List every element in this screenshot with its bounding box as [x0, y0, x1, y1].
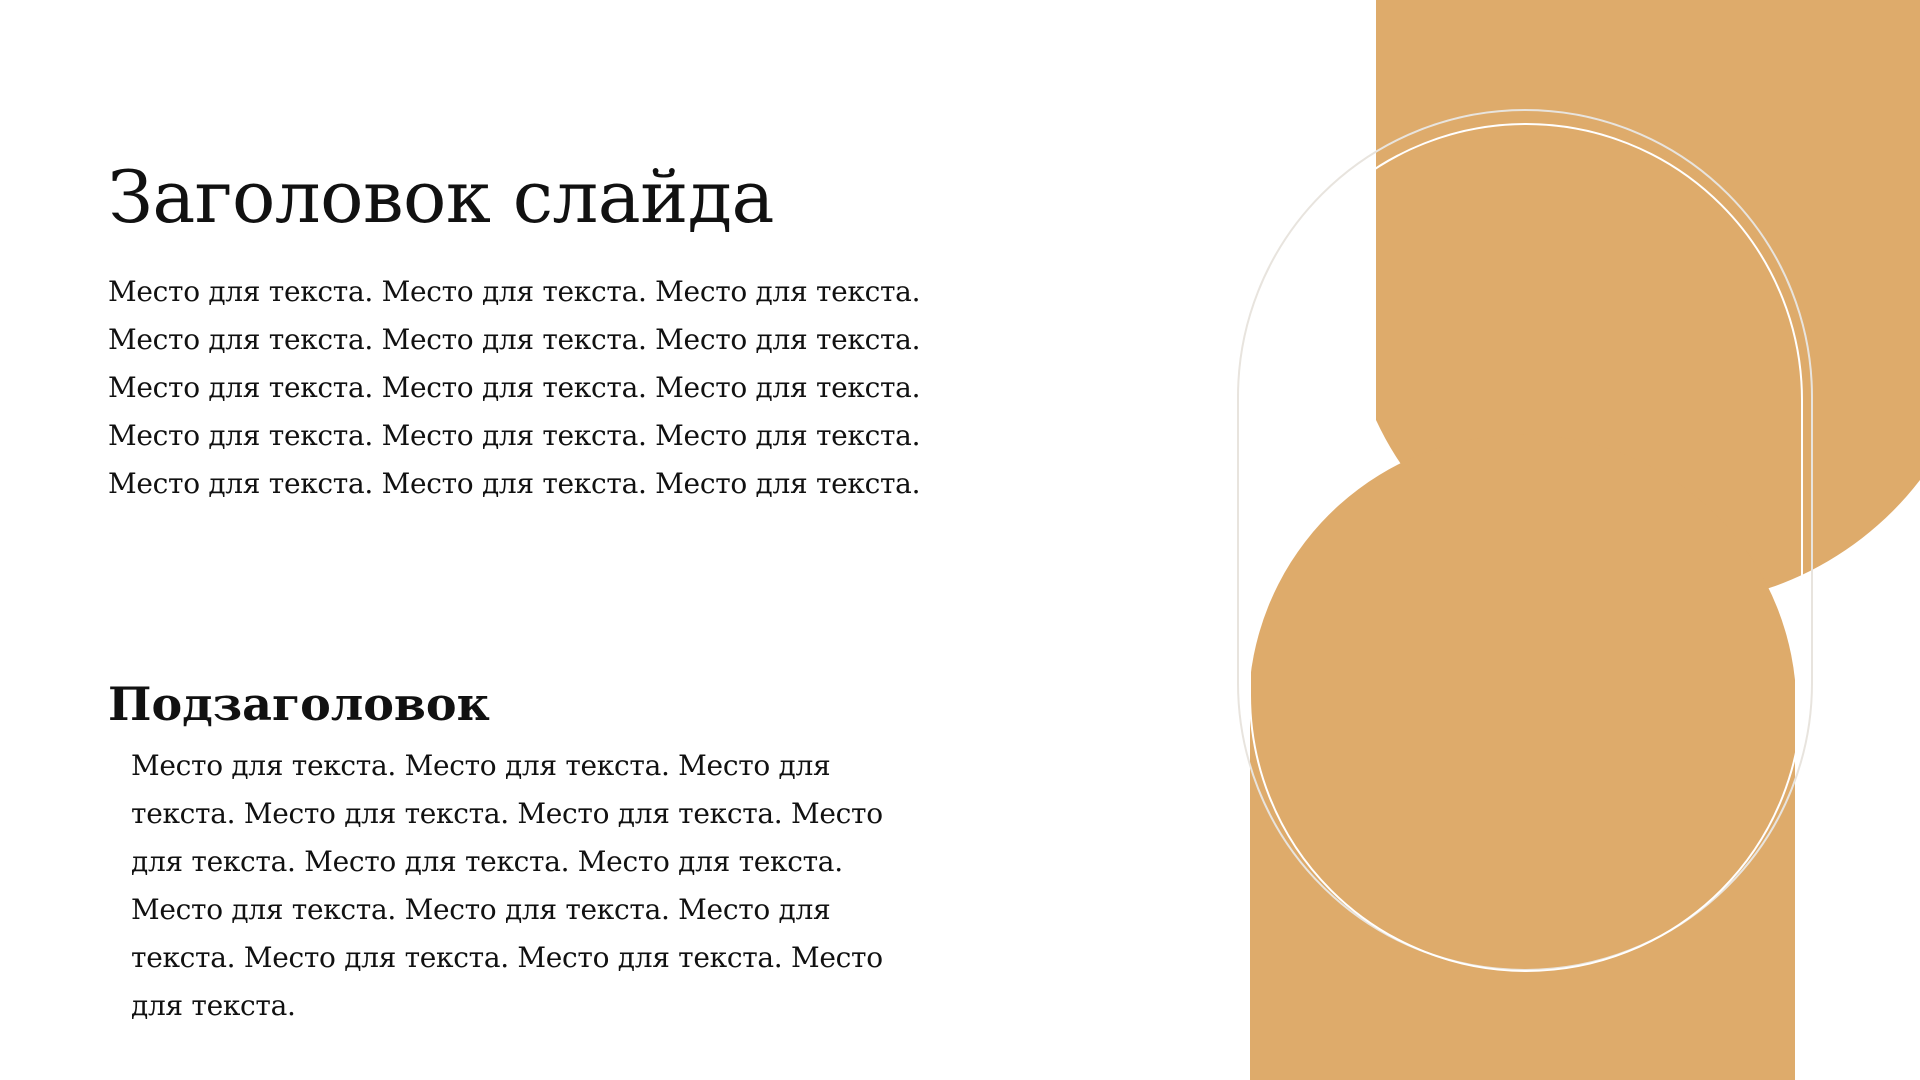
body-text: [108, 268, 948, 508]
subtitle: Подзаголовок: [108, 677, 490, 731]
subtitle-body-text: Место для текста. Место для текста. Место для текста. Место для текста. Место для текста. Место для текста. Место для текста. Место для текста. Место для текста. Место для текста. Место для текста. Место для текста. Место для текста. Место для текста.: [131, 749, 883, 1022]
body-text-line: Место для текста. Место для текста. Место для текста.: [108, 467, 921, 500]
accent-circle-column: [1250, 435, 1795, 1080]
body-text-line: Место для текста. Место для текста. Место для текста.: [108, 323, 921, 356]
slide-title: Заголовок слайда: [108, 155, 774, 239]
accent-shapes: [1250, 0, 1920, 1080]
body-text-line: Место для текста. Место для текста. Место для текста.: [108, 275, 921, 308]
body-text-line: Место для текста. Место для текста. Место для текста.: [108, 371, 921, 404]
body-text-line: Место для текста. Место для текста. Место для текста.: [108, 419, 921, 452]
